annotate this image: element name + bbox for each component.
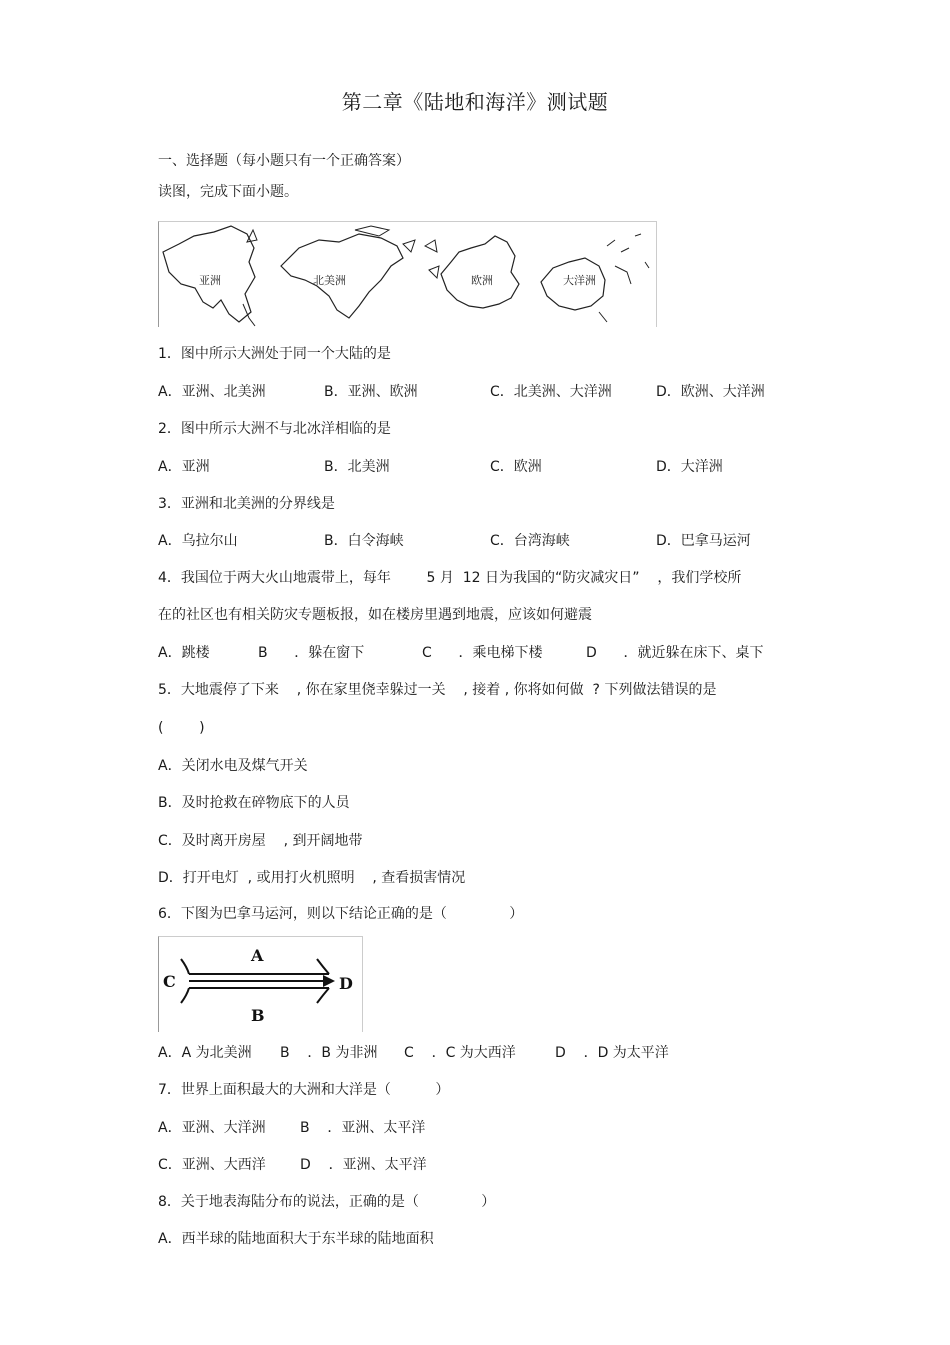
question-4-option-b: B ．躲在窗下 [258,645,365,661]
page-title: 第二章《陆地和海洋》测试题 [341,90,609,114]
canal-label-c: C [163,972,176,991]
question-8-option-a: A．西半球的陆地面积大于东半球的陆地面积 [158,1231,434,1247]
question-6-option-c: C ．C 为大西洋 [404,1045,516,1061]
map-label-asia: 亚洲 [199,274,221,287]
question-3-option-d: D．巴拿马运河 [656,533,751,549]
question-2-option-b: B．北美洲 [324,459,390,475]
question-6-option-d: D ．D 为太平洋 [555,1045,669,1061]
panama-canal-figure [158,936,363,1032]
question-5-option-c: C．及时离开房屋 , 到开阔地带 [158,833,363,849]
question-7-option-b: B ．亚洲、太平洋 [300,1120,426,1136]
continents-map [159,222,656,327]
question-2-option-c: C．欧洲 [490,459,542,475]
question-2-option-d: D．大洋洲 [656,459,723,475]
canal-label-b: B [251,1006,265,1025]
question-3-option-a: A．乌拉尔山 [158,533,238,549]
question-2-stem: 2．图中所示大洲不与北冰洋相临的是 [158,421,391,437]
question-5-option-b: B．及时抢救在碎物底下的人员 [158,795,350,811]
question-2-option-a: A．亚洲 [158,459,210,475]
question-7-stem: 7．世界上面积最大的大洲和大洋是（ ） [158,1082,450,1098]
question-1-stem: 1．图中所示大洲处于同一个大陆的是 [158,346,391,362]
question-6-option-a: A．A 为北美洲 [158,1045,252,1061]
map-label-north-america: 北美洲 [313,274,346,287]
map-label-oceania: 大洋洲 [563,274,596,287]
question-7-option-a: A．亚洲、大洋洲 [158,1120,266,1136]
question-1-option-c: C．北美洲、大洋洲 [490,384,612,400]
section-heading: 一、选择题（每小题只有一个正确答案） [158,153,410,169]
question-5-stem-line-2: ( ) [158,720,205,736]
question-1-option-a: A．亚洲、北美洲 [158,384,266,400]
question-4-option-a: A．跳楼 [158,645,210,661]
question-4-stem-line-1: 4．我国位于两大火山地震带上，每年 5 月 12 日为我国的“防灾减灾日” ，我们学校所 [158,570,742,586]
question-5-stem-line-1: 5．大地震停了下来 , 你在家里侥幸躲过一关 , 接着 , 你将如何做 ? 下列做法错误的是 [158,682,717,698]
question-5-option-d: D．打开电灯 , 或用打火机照明 , 查看损害情况 [158,870,466,886]
question-3-stem: 3．亚洲和北美洲的分界线是 [158,496,335,512]
map-label-europe: 欧洲 [471,274,493,287]
question-4-option-c: C ．乘电梯下楼 [422,645,543,661]
question-4-stem-line-2: 在的社区也有相关防灾专题板报，如在楼房里遇到地震，应该如何避震 [158,607,592,623]
question-1-option-b: B．亚洲、欧洲 [324,384,418,400]
question-7-option-d: D ．亚洲、太平洋 [300,1157,427,1173]
question-1-option-d: D．欧洲、大洋洲 [656,384,765,400]
canal-label-a: A [251,946,264,965]
question-6-option-b: B ．B 为非洲 [280,1045,378,1061]
question-5-option-a: A．关闭水电及煤气开关 [158,758,308,774]
europe-outline [441,236,519,308]
canal-label-d: D [339,974,353,993]
question-3-option-c: C．台湾海峡 [490,533,570,549]
question-3-option-b: B．白令海峡 [324,533,404,549]
intro-text: 读图，完成下面小题。 [158,184,298,200]
question-6-stem: 6．下图为巴拿马运河，则以下结论正确的是（ ） [158,906,524,922]
question-4-option-d: D ．就近躲在床下、桌下 [586,645,764,661]
continents-map-figure [158,221,657,327]
panama-canal-diagram [159,937,362,1032]
question-8-stem: 8．关于地表海陆分布的说法，正确的是（ ） [158,1194,496,1210]
question-7-option-c: C．亚洲、大西洋 [158,1157,266,1173]
arrow-head-icon [323,975,335,987]
